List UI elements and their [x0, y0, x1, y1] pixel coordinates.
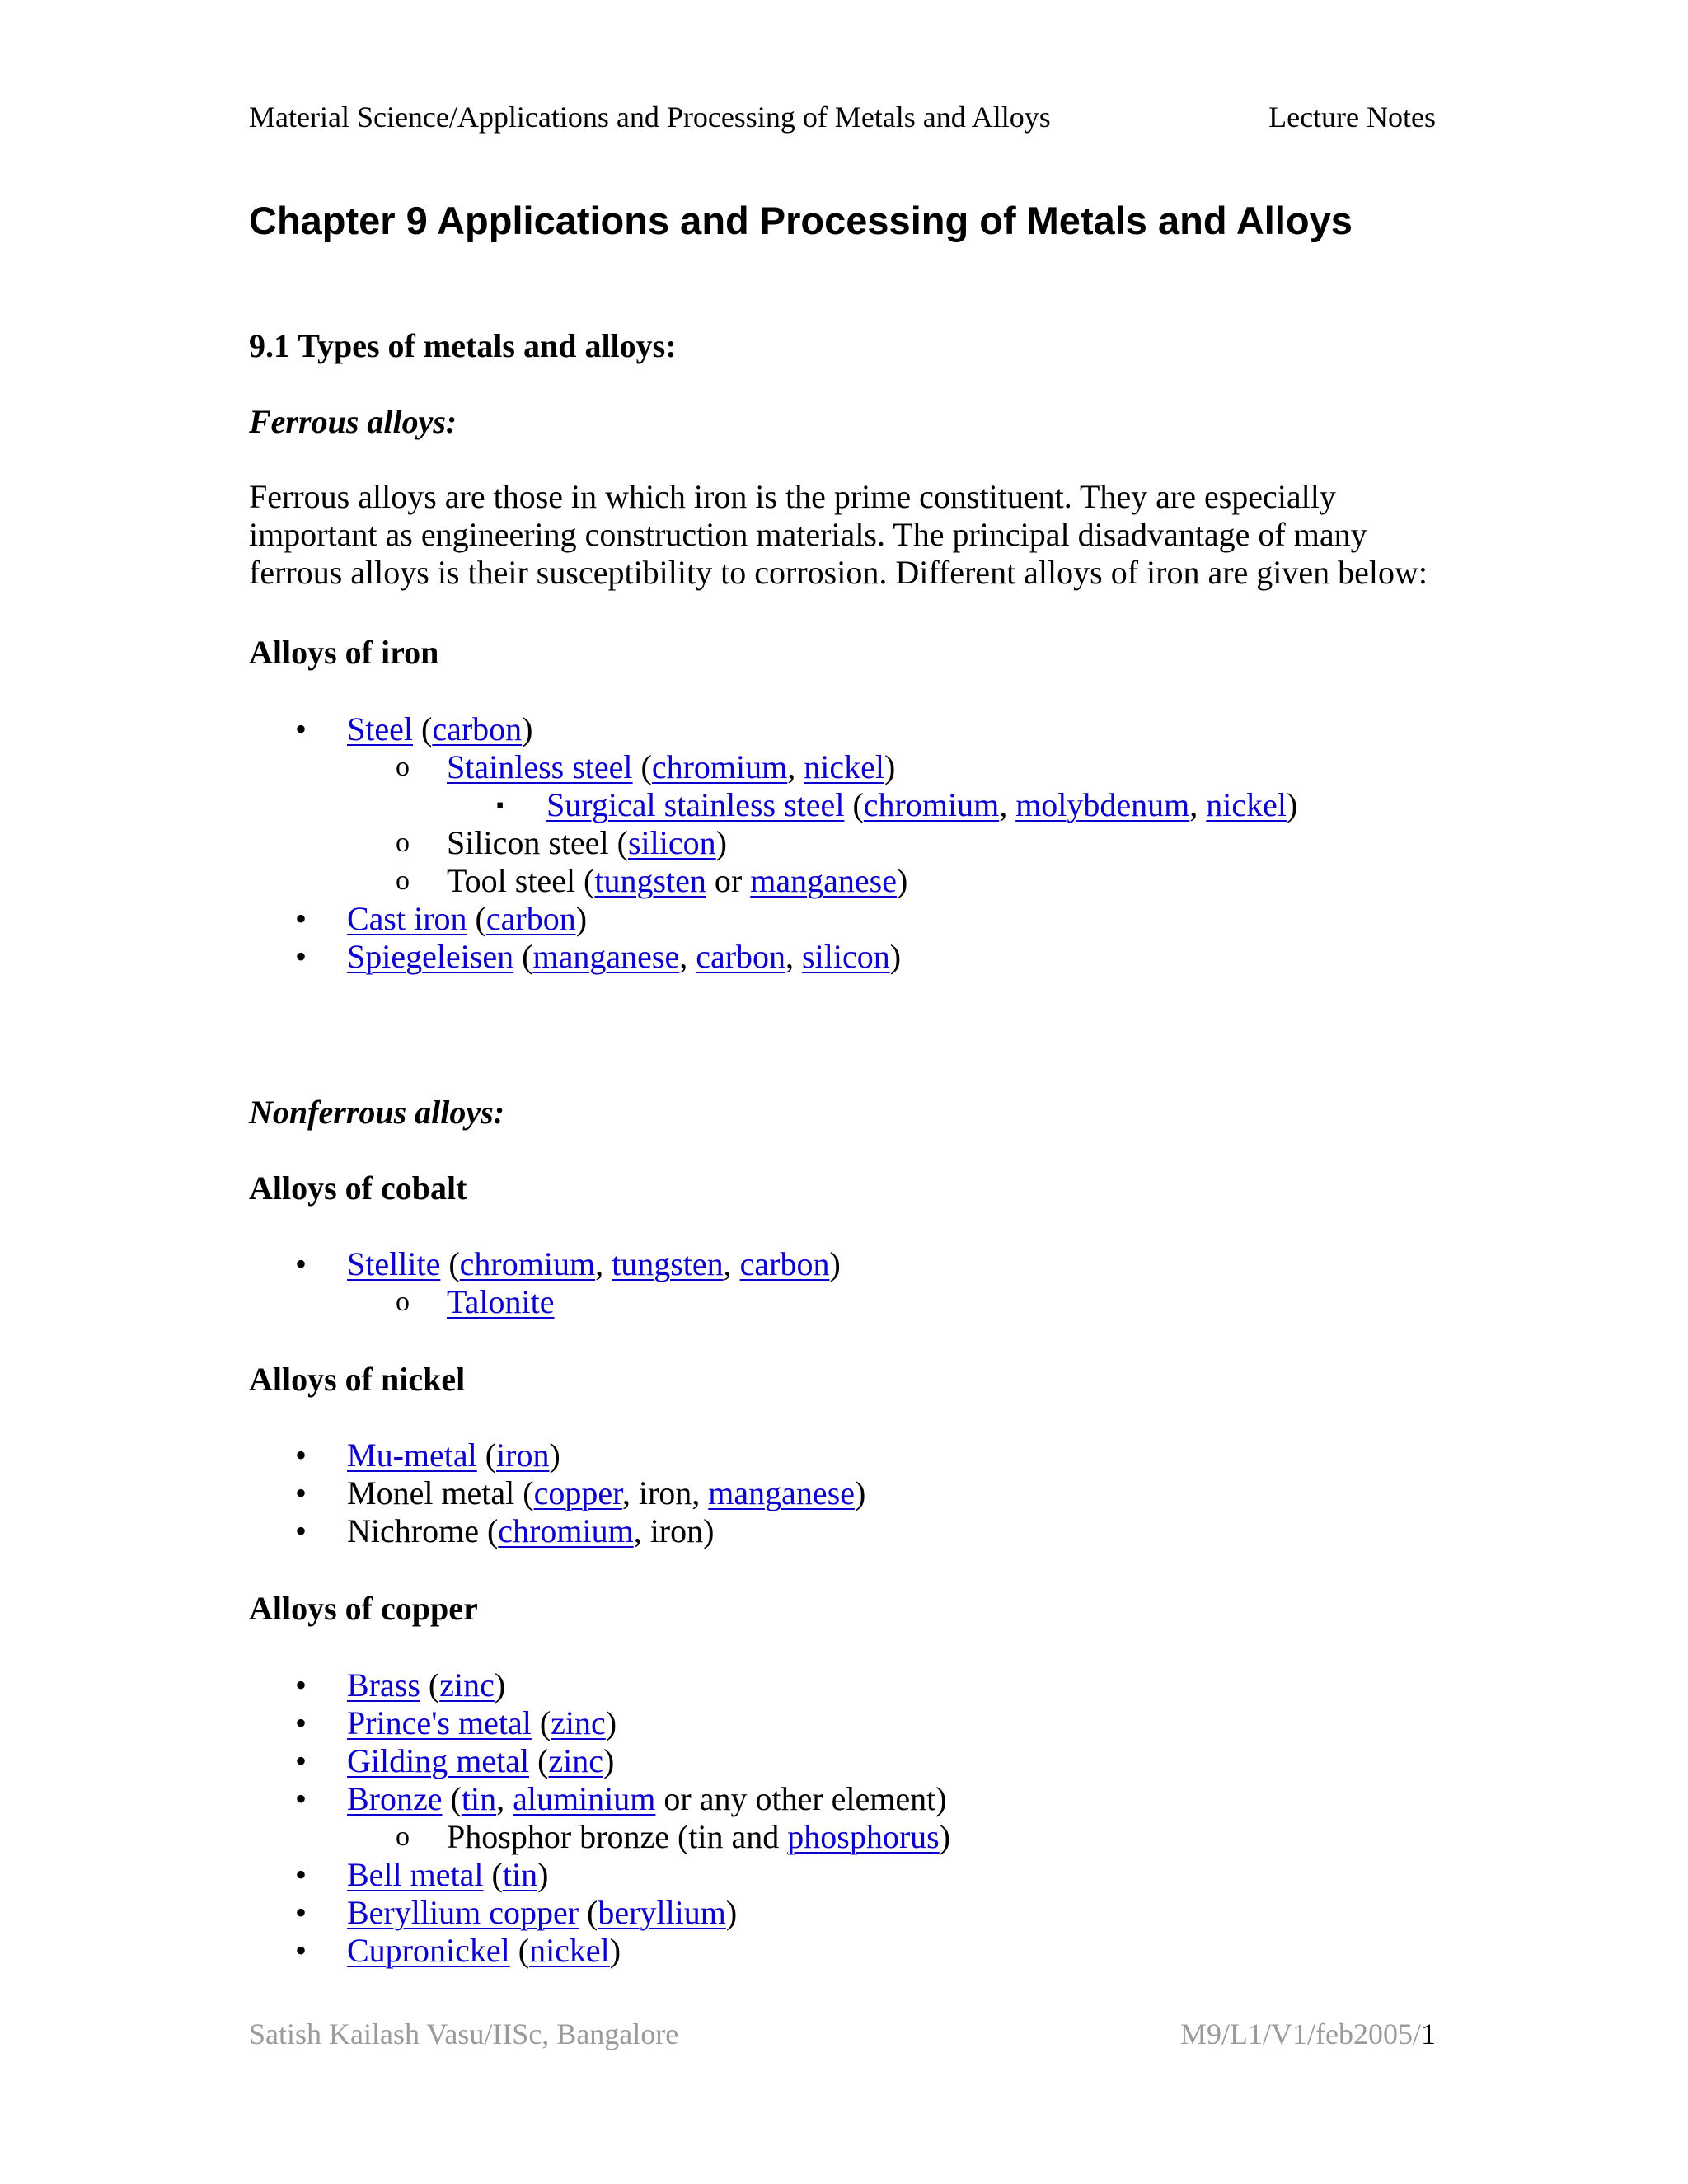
wiki-link[interactable]: phosphorus — [787, 1818, 940, 1855]
list-text: ( — [529, 1742, 549, 1779]
wiki-link[interactable]: tungsten — [594, 862, 706, 899]
wiki-link[interactable]: Talonite — [447, 1283, 555, 1320]
wiki-link[interactable]: silicon — [627, 824, 716, 861]
list-text: , iron) — [633, 1512, 715, 1549]
bullet-icon: • — [295, 1245, 307, 1282]
list-text: ) — [939, 1818, 951, 1855]
list-text: ( — [632, 748, 652, 785]
bullet-icon: • — [295, 1742, 307, 1779]
wiki-link[interactable]: Bronze — [347, 1780, 443, 1817]
wiki-link[interactable]: manganese — [708, 1474, 855, 1511]
square-bullet-icon: ▪ — [496, 793, 504, 817]
list-text: ) — [715, 824, 727, 861]
footer-author: Satish Kailash Vasu/IISc, Bangalore — [249, 2018, 679, 2050]
paragraph-line: important as engineering construction materials. The principal disadvantage of many — [249, 516, 1367, 553]
list-item — [0, 748, 1297, 786]
circle-bullet-icon: o — [396, 827, 410, 858]
list-item — [0, 900, 1297, 938]
footer-page-ref — [1180, 2014, 1436, 2054]
bullet-icon: • — [295, 710, 307, 748]
wiki-link[interactable]: chromium — [863, 786, 1000, 823]
list-text: ( — [513, 938, 533, 975]
wiki-link[interactable]: aluminium — [513, 1780, 656, 1817]
wiki-link[interactable]: carbon — [739, 1245, 830, 1282]
list-text: , — [595, 1245, 612, 1282]
wiki-link[interactable]: chromium — [651, 748, 788, 785]
wiki-link[interactable]: Gilding metal — [347, 1742, 530, 1779]
wiki-link[interactable]: Cast iron — [347, 900, 467, 937]
list-item — [0, 1704, 950, 1742]
wiki-link[interactable]: Beryllium copper — [347, 1894, 579, 1931]
cobalt-alloys-list — [0, 1245, 841, 1321]
wiki-link[interactable]: Prince's metal — [347, 1704, 532, 1741]
list-text: ( — [579, 1894, 598, 1931]
list-text: , — [787, 748, 804, 785]
list-item — [0, 1512, 865, 1550]
list-text: , — [1189, 786, 1207, 823]
wiki-link[interactable]: beryllium — [598, 1894, 726, 1931]
circle-bullet-icon: o — [396, 752, 410, 782]
iron-alloys-list — [0, 710, 1297, 976]
bullet-icon: • — [295, 900, 307, 937]
wiki-link[interactable]: zinc — [551, 1704, 606, 1741]
bullet-icon: • — [295, 1894, 307, 1931]
list-item — [0, 1666, 950, 1704]
list-item — [0, 1283, 841, 1321]
list-text: ( — [442, 1780, 462, 1817]
wiki-link[interactable]: zinc — [439, 1666, 495, 1704]
list-text: , iron, — [621, 1474, 709, 1511]
circle-bullet-icon: o — [396, 865, 410, 896]
list-item — [0, 1856, 950, 1894]
nickel-alloys-heading: Alloys of nickel — [249, 1361, 466, 1398]
ferrous-heading: Ferrous alloys: — [249, 403, 457, 440]
wiki-link[interactable]: nickel — [1206, 786, 1287, 823]
bullet-icon: • — [295, 1666, 307, 1704]
wiki-link[interactable]: chromium — [459, 1245, 596, 1282]
running-header-label: Lecture Notes — [1268, 101, 1436, 134]
list-text: ) — [854, 1474, 866, 1511]
wiki-link[interactable]: chromium — [498, 1512, 634, 1549]
copper-alloys-list — [0, 1666, 950, 1970]
list-text: or any other element) — [655, 1780, 947, 1817]
list-text: ( — [440, 1245, 460, 1282]
list-text: Monel metal ( — [347, 1474, 534, 1511]
list-item — [0, 1245, 841, 1283]
list-text: ) — [549, 1436, 560, 1474]
wiki-link[interactable]: Stellite — [347, 1245, 441, 1282]
wiki-link[interactable]: Mu-metal — [347, 1436, 477, 1474]
wiki-link[interactable]: Spiegeleisen — [347, 938, 514, 975]
ferrous-paragraph — [249, 478, 1444, 592]
list-text: ( — [483, 1856, 503, 1893]
paragraph-line: ferrous alloys is their susceptibility to corrosion. Different alloys of iron are given below: — [249, 554, 1428, 591]
list-text: ) — [829, 1245, 841, 1282]
nickel-alloys-list — [0, 1436, 865, 1550]
wiki-link[interactable]: manganese — [532, 938, 680, 975]
list-text: , — [785, 938, 803, 975]
list-text: ) — [609, 1932, 621, 1969]
paragraph-line: Ferrous alloys are those in which iron is the prime constituent. They are especially — [249, 478, 1336, 515]
wiki-link[interactable]: tin — [502, 1856, 538, 1893]
list-text: ) — [1287, 786, 1298, 823]
wiki-link[interactable]: tin — [461, 1780, 497, 1817]
list-text: ) — [603, 1742, 615, 1779]
list-item — [0, 1818, 950, 1856]
wiki-link[interactable]: Surgical stainless steel — [546, 786, 845, 823]
running-header-title: Material Science/Applications and Processing of Metals and Alloys — [249, 101, 1051, 134]
wiki-link[interactable]: Stainless steel — [447, 748, 633, 785]
list-text: , — [999, 786, 1016, 823]
wiki-link[interactable]: Cupronickel — [347, 1932, 510, 1969]
wiki-link[interactable]: zinc — [548, 1742, 604, 1779]
wiki-link[interactable]: Brass — [347, 1666, 420, 1704]
list-text: , — [723, 1245, 740, 1282]
list-text: Nichrome ( — [347, 1512, 499, 1549]
wiki-link[interactable]: carbon — [696, 938, 786, 975]
bullet-icon: • — [295, 1436, 307, 1474]
wiki-link[interactable]: Steel — [347, 710, 413, 748]
chapter-title: Chapter 9 Applications and Processing of Metals and Alloys — [249, 199, 1353, 242]
wiki-link[interactable]: copper — [533, 1474, 622, 1511]
list-text: ( — [476, 1436, 497, 1474]
list-text: Phosphor bronze (tin and — [447, 1818, 788, 1855]
wiki-link[interactable]: carbon — [485, 900, 576, 937]
bullet-icon: • — [295, 938, 307, 975]
bullet-icon: • — [295, 1780, 307, 1817]
bullet-icon: • — [295, 1474, 307, 1511]
list-item — [0, 1780, 950, 1818]
wiki-link[interactable]: iron — [496, 1436, 550, 1474]
list-item — [0, 1742, 950, 1780]
bullet-icon: • — [295, 1932, 307, 1969]
iron-alloys-heading: Alloys of iron — [249, 634, 439, 671]
list-text: ) — [884, 748, 896, 785]
wiki-link[interactable]: silicon — [802, 938, 890, 975]
footer-doc-code: M9/L1/V1/feb2005/ — [1180, 2018, 1421, 2050]
list-item — [0, 1894, 950, 1932]
list-text: Silicon steel ( — [447, 824, 628, 861]
list-text: ( — [509, 1932, 530, 1969]
bullet-icon: • — [295, 1512, 307, 1549]
list-item — [0, 938, 1297, 976]
wiki-link[interactable]: Bell metal — [347, 1856, 484, 1893]
list-item — [0, 786, 1297, 824]
cobalt-alloys-heading: Alloys of cobalt — [249, 1169, 467, 1207]
wiki-link[interactable]: nickel — [529, 1932, 610, 1969]
wiki-link[interactable]: molybdenum — [1015, 786, 1190, 823]
wiki-link[interactable]: carbon — [432, 710, 523, 748]
circle-bullet-icon: o — [396, 1821, 410, 1852]
list-text: ) — [522, 710, 533, 748]
list-item — [0, 1474, 865, 1512]
list-text: ) — [537, 1856, 549, 1893]
circle-bullet-icon: o — [396, 1286, 410, 1317]
list-item — [0, 1436, 865, 1474]
list-text: ) — [605, 1704, 617, 1741]
wiki-link[interactable]: tungsten — [612, 1245, 724, 1282]
list-text: ( — [420, 1666, 440, 1704]
list-text: ( — [412, 710, 433, 748]
section-heading: 9.1 Types of metals and alloys: — [249, 327, 677, 364]
list-item — [0, 862, 1297, 900]
list-text: ) — [494, 1666, 506, 1704]
list-text: ( — [531, 1704, 551, 1741]
list-text: or — [706, 862, 751, 899]
list-text: ( — [467, 900, 486, 937]
list-text: ) — [575, 900, 588, 937]
nonferrous-heading: Nonferrous alloys: — [249, 1094, 505, 1131]
list-item — [0, 1932, 950, 1970]
list-item — [0, 824, 1297, 862]
list-text: ( — [844, 786, 864, 823]
list-text: ) — [896, 862, 908, 899]
page-number: 1 — [1421, 2018, 1436, 2050]
list-text: ) — [725, 1894, 738, 1931]
copper-alloys-heading: Alloys of copper — [249, 1590, 478, 1627]
bullet-icon: • — [295, 1856, 307, 1893]
list-text: , — [679, 938, 696, 975]
wiki-link[interactable]: manganese — [750, 862, 897, 899]
list-item — [0, 710, 1297, 748]
list-text: , — [496, 1780, 513, 1817]
bullet-icon: • — [295, 1704, 307, 1741]
list-text: Tool steel ( — [447, 862, 595, 899]
wiki-link[interactable]: nickel — [804, 748, 885, 785]
list-text: ) — [889, 938, 902, 975]
